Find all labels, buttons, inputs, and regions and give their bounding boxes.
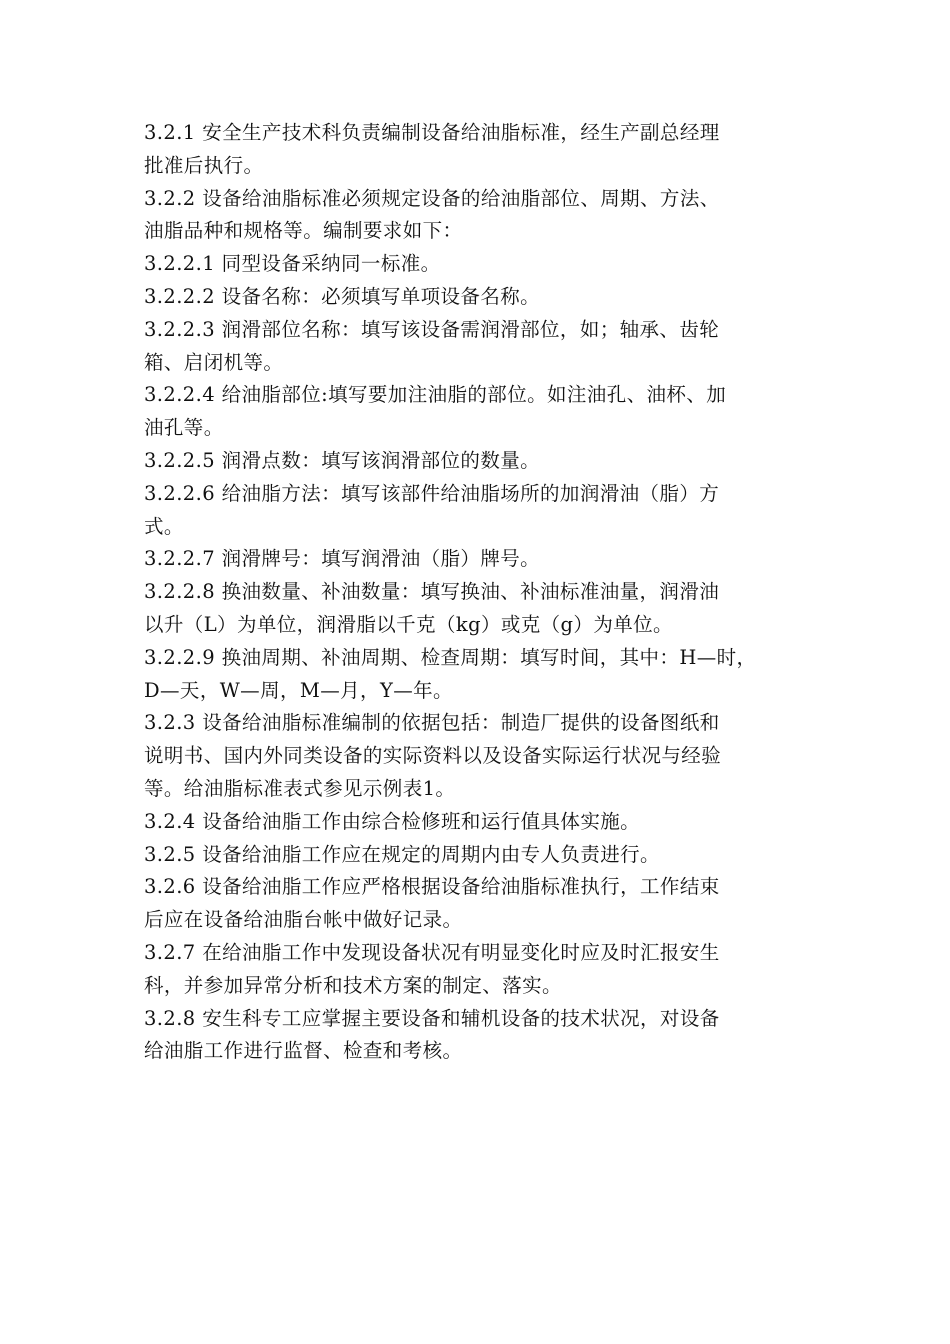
text-line: 3.2.8 安生科专工应掌握主要设备和辅机设备的技术状况，对设备	[144, 1006, 720, 1030]
text-line: 科，并参加异常分析和技术方案的制定、落实。	[144, 973, 562, 997]
text-line: 说明书、国内外同类设备的实际资料以及设备实际运行状况与经验	[144, 744, 722, 768]
text-line: 3.2.2 设备给油脂标准必须规定设备的给油脂部位、周期、方法、	[144, 186, 720, 210]
text-line: 以升（L）为单位，润滑脂以千克（kg）或克（g）为单位。	[144, 612, 673, 636]
text-line: 3.2.5 设备给油脂工作应在规定的周期内由专人负责进行。	[144, 842, 660, 866]
document-body	[144, 117, 814, 1068]
text-line: 3.2.4 设备给油脂工作由综合检修班和运行值具体实施。	[144, 809, 641, 833]
text-line: 后应在设备给油脂台帐中做好记录。	[144, 908, 463, 932]
text-line: 3.2.2.9 换油周期、补油周期、检查周期：填写时间，其中：H—时，	[144, 645, 757, 669]
text-line: 批准后执行。	[144, 153, 264, 177]
text-line: 3.2.2.4 给油脂部位:填写要加注油脂的部位。如注油孔、油杯、加	[144, 383, 727, 407]
text-line: 箱、启闭机等。	[144, 350, 284, 374]
text-line: 3.2.2.1 同型设备采纳同一标准。	[144, 252, 441, 276]
text-line: 油脂品种和规格等。编制要求如下：	[144, 219, 463, 243]
text-line: 3.2.7 在给油脂工作中发现设备状况有明显变化时应及时汇报安生	[144, 940, 720, 964]
text-line: 3.2.2.3 润滑部位名称：填写该设备需润滑部位，如；轴承、齿轮	[144, 317, 720, 341]
text-line: 3.2.2.7 润滑牌号：填写润滑油（脂）牌号。	[144, 547, 541, 571]
text-line: 式。	[144, 514, 184, 538]
text-line: 油孔等。	[144, 416, 224, 440]
text-line: 3.2.2.2 设备名称：必须填写单项设备名称。	[144, 284, 541, 308]
text-line: 等。给油脂标准表式参见示例表1。	[144, 776, 456, 800]
text-line: D—天，W—周，M—月，Y—年。	[144, 678, 453, 702]
text-line: 3.2.3 设备给油脂标准编制的依据包括：制造厂提供的设备图纸和	[144, 711, 720, 735]
text-line: 3.2.2.5 润滑点数：填写该润滑部位的数量。	[144, 448, 541, 472]
text-line: 3.2.1 安全生产技术科负责编制设备给油脂标准，经生产副总经理	[144, 121, 720, 144]
text-line: 3.2.2.8 换油数量、补油数量：填写换油、补油标准油量，润滑油	[144, 580, 720, 604]
text-line: 3.2.2.6 给油脂方法：填写该部件给油脂场所的加润滑油（脂）方	[144, 481, 720, 505]
text-line: 3.2.6 设备给油脂工作应严格根据设备给油脂标准执行，工作结束	[144, 875, 720, 899]
text-line: 给油脂工作进行监督、检查和考核。	[144, 1039, 463, 1063]
